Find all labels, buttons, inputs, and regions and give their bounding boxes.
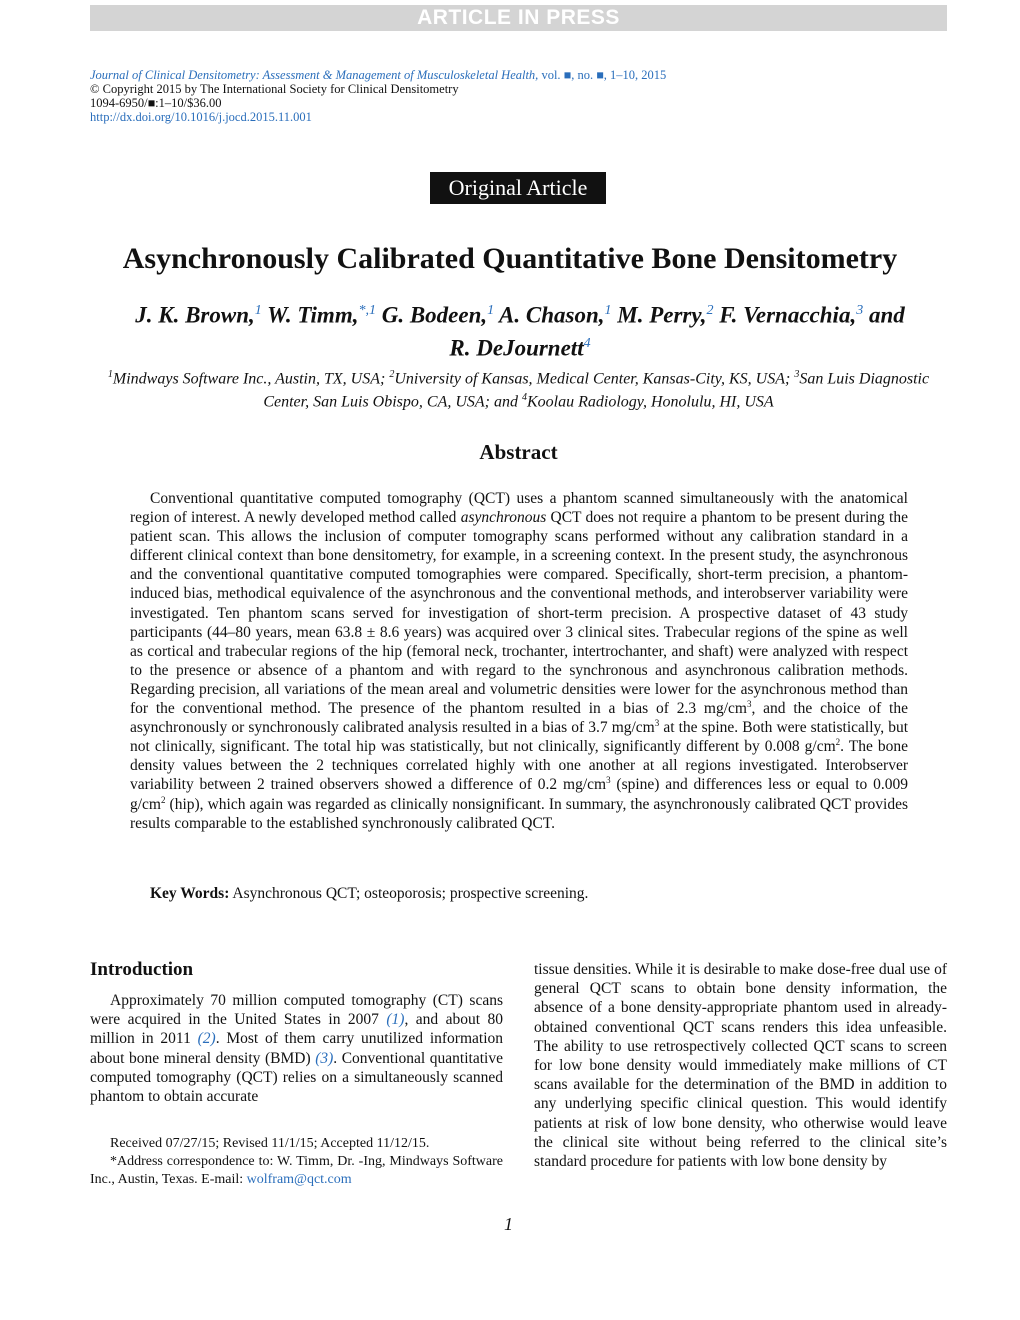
reference-link[interactable]: (2) — [197, 1030, 216, 1048]
introduction-left-column: Approximately 70 million computed tomography (CT) scans were acquired in the United States in 2007 (1), and about 80 million in 2011 (2). Most of them carry unutilized information about bone mineral density (BMD) (3). Conventional quantitative computed tomography (QCT) relies on a simultaneously scanned phantom to obtain accurate — [90, 992, 503, 1106]
author-name[interactable]: M. Perry, — [617, 302, 707, 328]
author-name[interactable]: F. Vernacchia, — [719, 302, 857, 328]
affiliations: $^1$Mindways Software Inc., Austin, TX, USA; $^2$University of Kansas, Medical Center, Kansas-City, KS, USA; $^3$San Luis Diagnostic Center, San Luis Obispo, CA, USA; and $^4$Koolau Radiology, Honolulu, HI, USA — [107, 369, 930, 411]
author-name[interactable]: R. DeJournett — [449, 335, 584, 361]
affiliation-marker[interactable]: 4 — [583, 335, 591, 351]
journal-name[interactable]: Journal of Clinical Densitometry: Assessment & Management of Musculoskeletal Health, vol. ■, no. ■, 1–10, 2015 — [90, 68, 667, 82]
author-name[interactable]: G. Bodeen, — [381, 302, 488, 328]
introduction-right-column: tissue densities. While it is desirable to make dose-free dual use of general QCT scans to obtain bone density information, the absence of a bone density-appropriate phantom used in already-obtained conventional QCT scans renders this idea unfeasible. The ability to use retrospectively collected QCT scans to screen for low bone density would immediately make millions of CT scans available for the determination of the BMD in addition to any underlying specific clinical question. This would identify patients at risk of low bone density, who otherwise would leave the clinical site without being referred to the clinical site’s standard procedure for patients with low bone density by — [534, 961, 947, 1171]
email-link[interactable]: wolfram@qct.com — [246, 1172, 352, 1187]
article-type-badge: Original Article — [430, 172, 606, 204]
author-list — [80, 297, 960, 362]
doi-link[interactable]: http://dx.doi.org/10.1016/j.jocd.2015.11.001 — [90, 110, 312, 124]
affiliation-marker[interactable]: 1 — [487, 303, 495, 318]
abstract-body: Conventional quantitative computed tomography (QCT) uses a phantom scanned simultaneously with the anatomical region of interest. A newly developed method called asynchronous QCT does not require a phantom to be present during the patient scan. This allows the inclusion of computer tomography scans performed without any calibration standard in a different clinical context than bone densitometry, for example, in a screening context. In the present study, the asynchronous and the conventional quantitative computed tomographies were compared. Specifically, short-term precision, a phantom-induced bias, methodical equivalence of the asynchronous and the conventional methods, and interobserver variability were investigated. Ten phantom scans served for investigation of short-term precision. A prospective dataset of 43 study participants (44–80 years, mean 63.8 ± 8.6 years) was acquired over 3 clinical sites. Trabecular regions of the spine as well as cortical and trabecular regions of the hip (femoral neck, trochanter, intertrochanter, and shaft) were analyzed with respect to the presence or absence of a phantom and with regard to the synchronous and asynchronous calibration methods. Regarding precision, all variations of the mean areal and volumetric densities were lower for the asynchronous method than for the conventional method. The presence of the phantom resulted in a bias of 2.3 $mg/cm^3$, and the choice of the asynchronously or synchronously calibrated analysis resulted in a bias of 3.7 $mg/cm^3$ at the spine. Both were statistically, but not clinically, significant. The total hip was statistically, but not clinically, significantly different by 0.008 $g/cm^2$. The bone density values between the 2 techniques correlated highly with one another at all regions investigated. Interobserver variability between 2 trained observers showed a difference of 0.2 $mg/cm^3$ (spine) and differences less or equal to 0.009 $g/cm^2$ (hip), which again was regarded as clinically nonsignificant. In summary, the asynchronously calibrated QCT provides results comparable to the established synchronously calibrated QCT. — [130, 490, 908, 832]
keywords — [150, 885, 588, 903]
issn-line: 1094-6950/■:1–10/$36.00 — [90, 96, 222, 110]
keywords-label: Key Words: — [150, 885, 230, 902]
correspondence-address: *Address correspondence to: W. Timm, Dr. -Ing, Mindways Software Inc., Austin, Texas. E-mail: wolfram@qct.com — [90, 1154, 503, 1187]
affiliation-marker[interactable]: 1 — [254, 303, 262, 318]
keywords-text: Asynchronous QCT; osteoporosis; prospective screening. — [232, 885, 589, 902]
author-conjunction: and — [868, 302, 905, 328]
affiliation-marker[interactable]: 1 — [604, 303, 612, 318]
author-name[interactable]: W. Timm, — [267, 302, 359, 328]
affiliation-marker[interactable]: 3 — [856, 303, 864, 318]
introduction-heading: Introduction — [90, 959, 194, 980]
author-name[interactable]: A. Chason, — [499, 302, 605, 328]
footnotes — [90, 1135, 503, 1189]
journal-info — [90, 68, 666, 124]
reference-link[interactable]: (3) — [315, 1049, 334, 1067]
article-title: Asynchronously Calibrated Quantitative Bone Densitometry — [122, 242, 898, 275]
affiliation-marker[interactable]: 2 — [706, 303, 714, 318]
copyright-line: © Copyright 2015 by The International Society for Clinical Densitometry — [90, 82, 459, 96]
page-number: 1 — [504, 1214, 513, 1234]
article-in-press-banner: ARTICLE IN PRESS — [90, 5, 947, 31]
affiliation-marker[interactable]: *,1 — [358, 303, 376, 318]
abstract-heading: Abstract — [479, 440, 558, 464]
received-dates: Received 07/27/15; Revised 11/1/15; Accepted 11/12/15. — [110, 1136, 430, 1151]
author-name[interactable]: J. K. Brown, — [135, 302, 255, 328]
reference-link[interactable]: (1) — [386, 1011, 405, 1029]
